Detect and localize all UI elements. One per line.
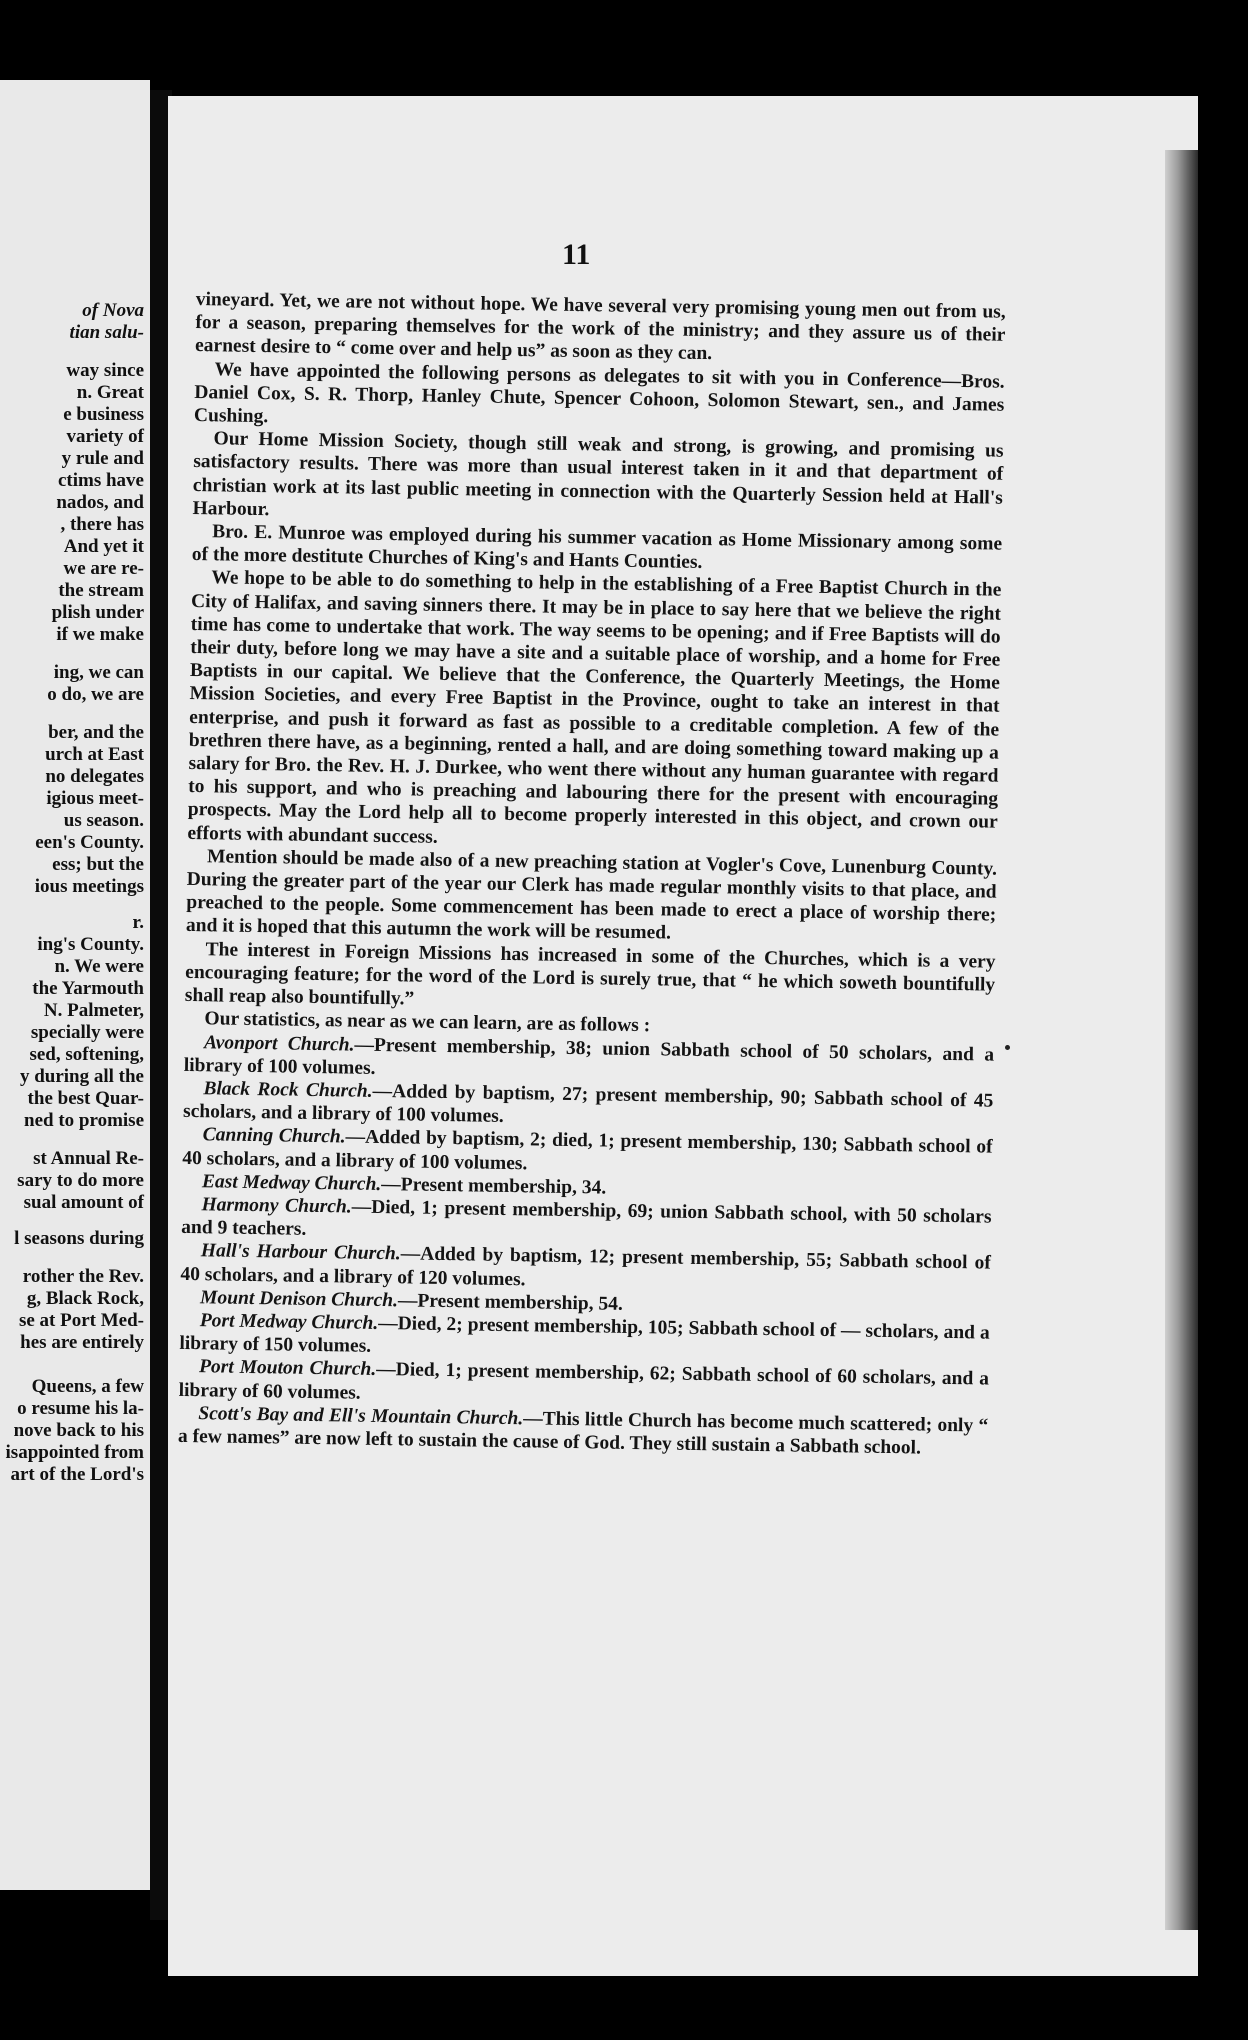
left-page-line: urch at East — [45, 744, 144, 765]
left-page-line: rother the Rev. — [22, 1266, 144, 1287]
paragraph: We hope to be able to do something to help in the establishing of a Free Baptist Church in the City of Halifax, and saving sinners there. It may be in place to say here that we believe the right time has come to undertake that work. The way seems to be opening; and if Free Baptists will do their duty, before long we may have a site and a suitable place of worship, and a home for Free Baptists in our capital. We believe that the Conference, the Quarterly Meetings, the Home Mission Societies, and every Free Baptist in the Province, ought to take an interest in that enterprise, and push it forward as fast as possible to a creditable completion. A few of the brethren there have, as a beginning, rented a hall, and are doing something toward making up a salary for Bro. the Rev. H. J. Durkee, who went there without any human guarantee with regard to his support, and who is preaching and labouring there for the present with encouraging prospects. May the Lord help all to become properly interested in this object, and crown our efforts with abundant success. — [187, 567, 1002, 848]
left-page-line: g, Black Rock, — [26, 1288, 144, 1309]
left-page-line: n. Great — [76, 382, 144, 403]
left-page-line: o do, we are — [47, 684, 144, 705]
left-page-line: no delegates — [45, 766, 144, 787]
church-details: —Died, 2; present membership, 105; Sabbath school of — scholars, and a library of 150 volumes. — [179, 1312, 990, 1358]
left-page-line: if we make — [56, 624, 144, 645]
left-page-line: plish under — [51, 602, 144, 623]
left-page-line: we are re- — [63, 558, 144, 579]
left-page-line: tian salu- — [69, 322, 144, 343]
left-page-line: the Yarmouth — [32, 978, 144, 999]
left-page-line: sual amount of — [23, 1192, 144, 1213]
church-details: —Present membership, 38; union Sabbath school of 50 scholars, and a library of 100 volumes. — [183, 1034, 995, 1079]
church-details: —Added by baptism, 12; present membership, 55; Sabbath school of 40 scholars, and a library of 120 volumes. — [180, 1243, 991, 1290]
left-page-line: nados, and — [56, 492, 144, 513]
church-details: —Added by baptism, 2; died, 1; present membership, 130; Sabbath school of 40 scholars, and a library of 100 volumes. — [182, 1126, 993, 1174]
left-page-line: een's County. — [35, 832, 144, 853]
left-page-line: way since — [66, 360, 144, 381]
left-page-line: ious meetings — [34, 876, 144, 897]
left-page-line: r. — [132, 912, 144, 933]
paragraph: vineyard. Yet, we are not without hope. We have several very promising young men out from us, for a season, preparing themselves for the work of the ministry; and they assure us of their earnest desire to “ come over and help us” as soon as they can. — [194, 288, 1006, 365]
paragraph: We have appointed the following persons as delegates to sit with you in Conference—Bros. Daniel Cox, S. R. Thorp, Hanley Chute, Spencer Cohoon, Solomon Stewart, sen., and James Cushing. — [193, 358, 1005, 428]
left-page-line: the stream — [58, 580, 144, 601]
left-page-line: the best Quar- — [27, 1088, 144, 1109]
left-page-line: l seasons during — [14, 1228, 144, 1249]
paragraph: Mention should be made also of a new preaching station at Vogler's Cove, Lunenburg County. During the greater part of the year our Clerk has made regular monthly visits to that place, and preached to the people. Some commencement has been made to erect a place of worship there; and it is hoped that this autumn the work will be resumed. — [185, 846, 998, 945]
church-name: Harmony Church. — [201, 1194, 352, 1218]
church-name: Canning Church. — [202, 1124, 346, 1148]
left-page-line: e business — [63, 404, 144, 425]
left-page-line: art of the Lord's — [10, 1464, 144, 1485]
left-page-line: And yet it — [63, 536, 144, 557]
left-page-line: ned to promise — [24, 1110, 144, 1131]
left-page-line: us season. — [63, 810, 144, 831]
left-page-line: N. Palmeter, — [43, 1000, 144, 1021]
paragraph: Our Home Mission Society, though still weak and strong, is growing, and promising us satisfactory results. There was more than usual interest taken in it and that department of christian work at its last public meeting in connection with the Quarterly Session held at Hall's Harbour. — [192, 428, 1004, 521]
left-page-line: sed, softening, — [29, 1044, 144, 1065]
church-name: Port Medway Church. — [199, 1310, 379, 1334]
left-page-line: ing's County. — [37, 934, 144, 955]
page-number: 11 — [562, 238, 591, 271]
left-page-line: specially were — [30, 1022, 144, 1043]
church-details: —This little Church has become much scattered; only “ a few names” are now left to sustain the cause of God. They still sustain a Sabbath school. — [177, 1408, 989, 1459]
left-page-line: ess; but the — [52, 854, 144, 875]
church-name: Mount Denison Church. — [199, 1286, 399, 1312]
left-page-line: Queens, a few — [31, 1376, 144, 1397]
left-page-line: variety of — [66, 426, 144, 447]
church-details: —Added by baptism, 27; present membership, 90; Sabbath school of 45 scholars, and a library of 100 volumes. — [182, 1080, 994, 1128]
left-page-line: n. We were — [54, 956, 144, 977]
left-page-line: isappointed from — [5, 1442, 144, 1463]
left-page-line: o resume his la- — [17, 1398, 144, 1419]
left-page-line: , there has — [60, 514, 144, 535]
church-name: East Medway Church. — [201, 1170, 382, 1195]
left-page-line: igious meet- — [46, 788, 144, 809]
page-edge — [1165, 150, 1198, 1930]
church-details: —Died, 1; present membership, 62; Sabbath school of 60 scholars, and a library of 60 volumes. — [178, 1359, 990, 1404]
left-page-fragment — [0, 80, 150, 1890]
left-page-line: hes are entirely — [20, 1332, 144, 1353]
left-page-text — [0, 300, 144, 1486]
church-name: Black Rock Church. — [203, 1078, 373, 1102]
left-page-line: of Nova — [82, 300, 144, 321]
church-name: Avonport Church. — [203, 1031, 355, 1056]
church-name: Hall's Harbour Church. — [200, 1240, 401, 1265]
paragraph: The interest in Foreign Missions has increased in some of the Churches, which is a very encouraging feature; for the word of the Lord is surely true, that “ he which soweth bountifully shall reap also bountifully.” — [184, 938, 996, 1010]
left-page-line: se at Port Med- — [18, 1310, 144, 1331]
ink-spot — [1005, 1045, 1010, 1050]
left-page-line: ctims have — [57, 470, 144, 491]
left-page-line: ber, and the — [48, 722, 144, 743]
left-page-line: nove back to his — [13, 1420, 144, 1441]
paragraph: Our statistics, as near as we can learn, are as follows : — [204, 1008, 651, 1037]
left-page-line: y rule and — [61, 448, 144, 469]
church-name: Scott's Bay and Ell's Mountain Church. — [198, 1402, 524, 1430]
church-details: —Present membership, 54. — [397, 1290, 624, 1315]
church-details: —Died, 1; present membership, 69; union Sabbath school, with 50 scholars and 9 teachers. — [181, 1196, 992, 1240]
church-name: Port Mouton Church. — [198, 1356, 377, 1381]
left-page-line: sary to do more — [17, 1170, 144, 1191]
left-page-line: ing, we can — [53, 662, 144, 683]
left-page-line: y during all the — [19, 1066, 144, 1087]
page-body — [178, 288, 1006, 1461]
church-details: —Present membership, 34. — [381, 1173, 607, 1199]
paragraph: Bro. E. Munroe was employed during his summer vacation as Home Missionary among some of the more destitute Churches of King's and Hants Counties. — [191, 521, 1003, 574]
left-page-line: st Annual Re- — [33, 1148, 144, 1169]
